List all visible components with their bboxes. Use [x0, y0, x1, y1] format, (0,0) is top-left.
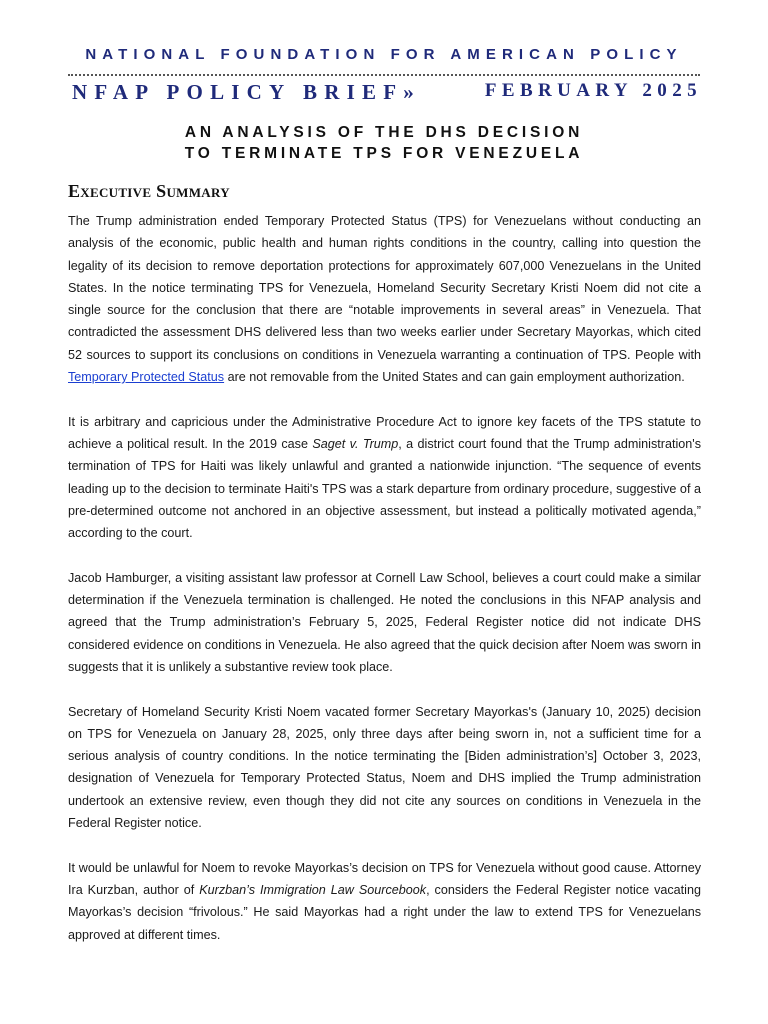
paragraph-2-after: , a district court found that the Trump administration's termination of TPS for Haiti was likely unlawful and granted a nationwide injunction. “The sequence of events leading up to the decision to terminate Haiti's TPS was a stark departure from ordinary procedure, suggestive of a pre-determined outcome not anchored in an objective assessment, but instead a politically motivated agenda,” according to the court.	[68, 436, 701, 541]
brief-date: FEBRUARY 2025	[484, 80, 702, 101]
paragraph-1	[68, 210, 701, 388]
paragraph-5-after: , considers the Federal Register notice vacating Mayorkas’s decision “frivolous.” He said Mayorkas had a right under the law to extend TPS for Venezuelans approved at different times.	[68, 882, 701, 942]
case-name: Saget v. Trump	[312, 436, 399, 451]
report-title-line-2: TO TERMINATE TPS FOR VENEZUELA	[184, 145, 584, 162]
book-title: Kurzban’s Immigration Law Sourcebook	[199, 882, 427, 897]
body-text	[68, 210, 701, 968]
report-title	[0, 122, 768, 164]
header-divider	[68, 74, 700, 76]
paragraph-1-text: The Trump administration ended Temporary Protected Status (TPS) for Venezuelans without conducting an analysis of the economic, public health and human rights conditions in the country, calling into question the legality of its decision to remove deportation protections for approximately 607,000 Venezuelans in the United States. In the notice terminating TPS for Venezuela, Homeland Security Secretary Kristi Noem did not cite a single source for the conclusion that there are “notable improvements in several areas” in Venezuela. That contradicted the assessment DHS delivered less than two weeks earlier under Secretary Mayorkas, which cited 52 sources to support its conclusions on conditions in Venezuela warranting a continuation of TPS. People with	[68, 214, 701, 362]
paragraph-3: Jacob Hamburger, a visiting assistant law professor at Cornell Law School, believes a court could make a similar determination if the Venezuela termination is challenged. He noted the conclusions in this NFAP analysis and agreed that the Trump administration’s February 5, 2025, Federal Register notice did not indicate DHS considered evidence on conditions in Venezuela. He also agreed that the quick decision after Noem was sworn in suggests that it is unlikely a substantive review took place.	[68, 570, 701, 674]
paragraph-5-before: It would be unlawful for Noem to revoke Mayorkas’s decision on TPS for Venezuela without good cause. Attorney Ira Kurzban, author of	[68, 860, 701, 897]
tps-link[interactable]: Temporary Protected Status	[68, 370, 225, 385]
report-title-line-1: AN ANALYSIS OF THE DHS DECISION	[184, 124, 584, 141]
paragraph-2	[68, 411, 701, 545]
brief-header	[72, 80, 702, 110]
brief-label: NFAP POLICY BRIEF»	[72, 80, 421, 104]
paragraph-5	[68, 857, 701, 946]
paragraph-1-tail: are not removable from the United States and can gain employment authorization.	[224, 370, 685, 385]
section-heading: Executive Summary	[68, 181, 230, 201]
paragraph-4: Secretary of Homeland Security Kristi Noem vacated former Secretary Mayorkas's (January 10, 2025) decision on TPS for Venezuela on January 28, 2025, only three days after being sworn in, not a sufficient time for a serious analysis of country conditions. In the notice terminating the [Biden administration’s] October 3, 2023, designation of Venezuela for Temporary Protected Status, Noem and DHS implied the Trump administration undertook an extensive review, even though they did not cite any sources on conditions in Venezuela in the Federal Register notice.	[68, 704, 701, 831]
paragraph-2-before: It is arbitrary and capricious under the Administrative Procedure Act to ignore key facets of the TPS statute to achieve a political result. In the 2019 case	[68, 414, 701, 451]
organization-name: NATIONAL FOUNDATION FOR AMERICAN POLICY	[85, 46, 683, 63]
